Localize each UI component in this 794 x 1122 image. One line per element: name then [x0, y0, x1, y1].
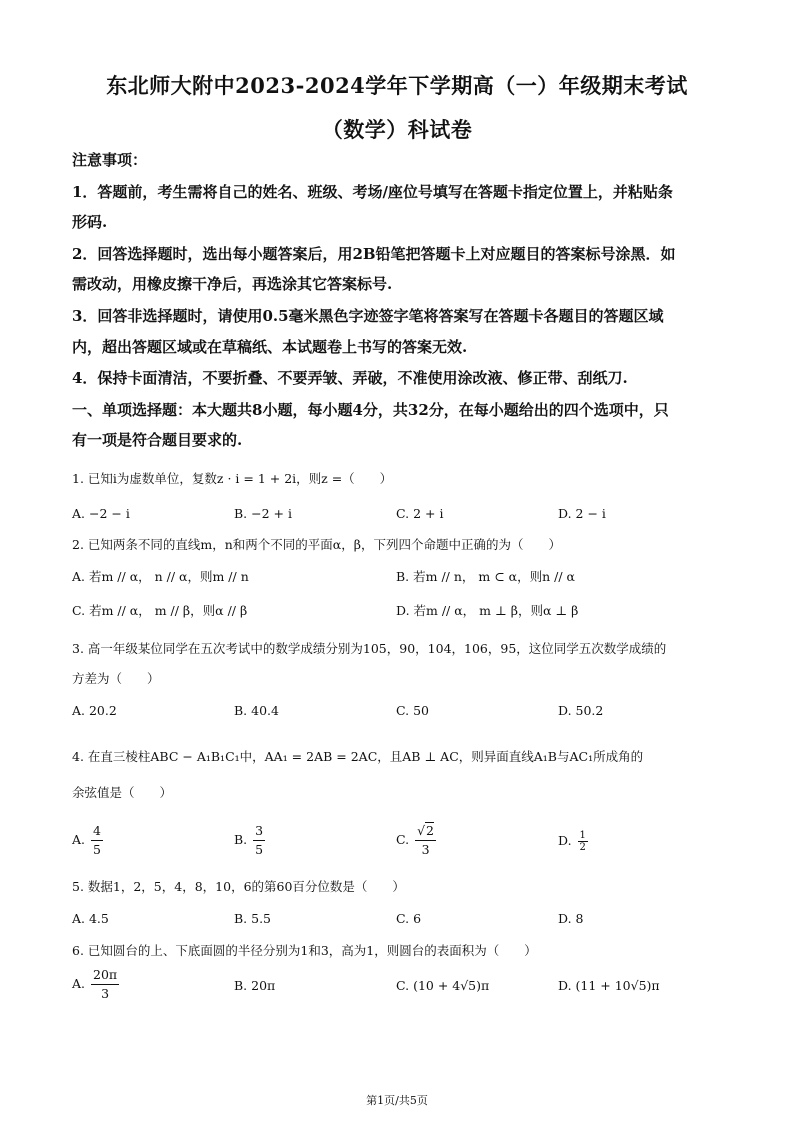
- fraction: [91, 966, 119, 1003]
- q1-option-d: D. 2 − i: [558, 506, 606, 521]
- q2-option-d: D. 若m // α， m ⊥ β，则α ⊥ β: [396, 603, 579, 618]
- fraction: [415, 822, 436, 859]
- numerator: [415, 822, 436, 841]
- notice-line: 需改动，用橡皮擦干净后，再选涂其它答案标号.: [72, 275, 393, 293]
- q5-option-b: B. 5.5: [234, 911, 272, 926]
- question-4-stem-cont: 余弦值是（ ）: [72, 785, 173, 800]
- notice-line: 3．回答非选择题时，请使用0.5毫米黑色字迹签字笔将答案写在答题卡各题目的答题区域: [72, 307, 664, 325]
- notice-heading: 注意事项：: [72, 151, 148, 169]
- question-3-stem: 3. 高一年级某位同学在五次考试中的数学成绩分别为105，90，104，106，95，这位同学五次数学成绩的: [72, 641, 667, 656]
- q2-option-a: A. 若m // α， n // α，则m // n: [72, 569, 249, 584]
- q4-option-d: [558, 830, 590, 853]
- question-3-stem-cont: 方差为（ ）: [72, 671, 160, 686]
- notice-line: 2．回答选择题时，选出每小题答案后，用2B铅笔把答题卡上对应题目的答案标号涂黑．如: [72, 245, 676, 263]
- q5-option-d: D. 8: [558, 911, 584, 926]
- option-label: C.: [396, 832, 410, 847]
- q2-option-c: C. 若m // α， m // β，则α // β: [72, 603, 248, 618]
- radicand: 2: [426, 823, 434, 838]
- numerator: 3: [253, 822, 265, 841]
- option-label: B.: [234, 832, 248, 847]
- notice-line: 1．答题前，考生需将自己的姓名、班级、考场/座位号填写在答题卡指定位置上，并粘贴条: [72, 183, 673, 201]
- option-label: A.: [72, 976, 86, 991]
- q6-option-c: C. (10 + 4√5)π: [396, 978, 490, 993]
- q3-option-c: C. 50: [396, 703, 429, 718]
- q4-option-a: [72, 822, 105, 859]
- question-2-stem: 2. 已知两条不同的直线m，n和两个不同的平面α，β，下列四个命题中正确的为（ ）: [72, 537, 561, 552]
- q6-option-d: D. (11 + 10√5)π: [558, 978, 660, 993]
- numerator: 4: [91, 822, 103, 841]
- page-number: 第1页/共5页: [366, 1094, 428, 1107]
- notice-line: 内，超出答题区域或在草稿纸、本试题卷上书写的答案无效.: [72, 338, 468, 356]
- q3-option-d: D. 50.2: [558, 703, 604, 718]
- denominator: 5: [93, 842, 101, 857]
- denominator: 2: [579, 842, 586, 853]
- question-5-stem: 5. 数据1，2，5，4，8，10，6的第60百分位数是（ ）: [72, 879, 405, 894]
- q1-option-a: A. −2 − i: [72, 506, 130, 521]
- q4-option-c: [396, 822, 438, 859]
- q5-option-a: A. 4.5: [72, 911, 109, 926]
- q4-option-b: [234, 822, 267, 859]
- question-6-stem: 6. 已知圆台的上、下底面圆的半径分别为1和3，高为1，则圆台的表面积为（ ）: [72, 943, 537, 958]
- notice-line: 形码.: [72, 213, 108, 231]
- q3-option-b: B. 40.4: [234, 703, 279, 718]
- section-heading: 有一项是符合题目要求的.: [72, 431, 243, 449]
- exam-title-line2: （数学）科试卷: [321, 117, 473, 142]
- denominator: 3: [421, 842, 430, 857]
- notice-line: 4．保持卡面清洁，不要折叠、不要弄皱、弄破，不准使用涂改液、修正带、刮纸刀.: [72, 369, 628, 387]
- section-heading: 一、单项选择题：本大题共8小题，每小题4分，共32分，在每小题给出的四个选项中，只: [72, 401, 669, 419]
- fraction: [91, 822, 103, 859]
- denominator: 5: [255, 842, 264, 857]
- q6-option-a: [72, 966, 121, 1003]
- option-label: D.: [558, 833, 572, 848]
- numerator: 1: [579, 830, 586, 841]
- sqrt-sign: √: [417, 823, 426, 838]
- q3-option-a: A. 20.2: [72, 703, 117, 718]
- denominator: 3: [101, 986, 110, 1001]
- fraction: [578, 830, 588, 853]
- fraction: [253, 822, 265, 859]
- exam-title-line1: 东北师大附中2023-2024学年下学期高（一）年级期末考试: [106, 73, 688, 98]
- q5-option-c: C. 6: [396, 911, 422, 926]
- option-label: A.: [72, 832, 86, 847]
- numerator: 20π: [91, 966, 119, 985]
- q2-option-b: B. 若m // n， m ⊂ α，则n // α: [396, 569, 575, 584]
- q6-option-b: B. 20π: [234, 978, 276, 993]
- question-4-stem: 4. 在直三棱柱ABC − A₁B₁C₁中，AA₁ = 2AB = 2AC，且AB ⊥ AC，则异面直线A₁B与AC₁所成角的: [72, 749, 644, 764]
- question-1-stem: 1. 已知i为虚数单位，复数z · i = 1 + 2i，则z =（ ）: [72, 471, 393, 486]
- q1-option-b: B. −2 + i: [234, 506, 292, 521]
- q1-option-c: C. 2 + i: [396, 506, 444, 521]
